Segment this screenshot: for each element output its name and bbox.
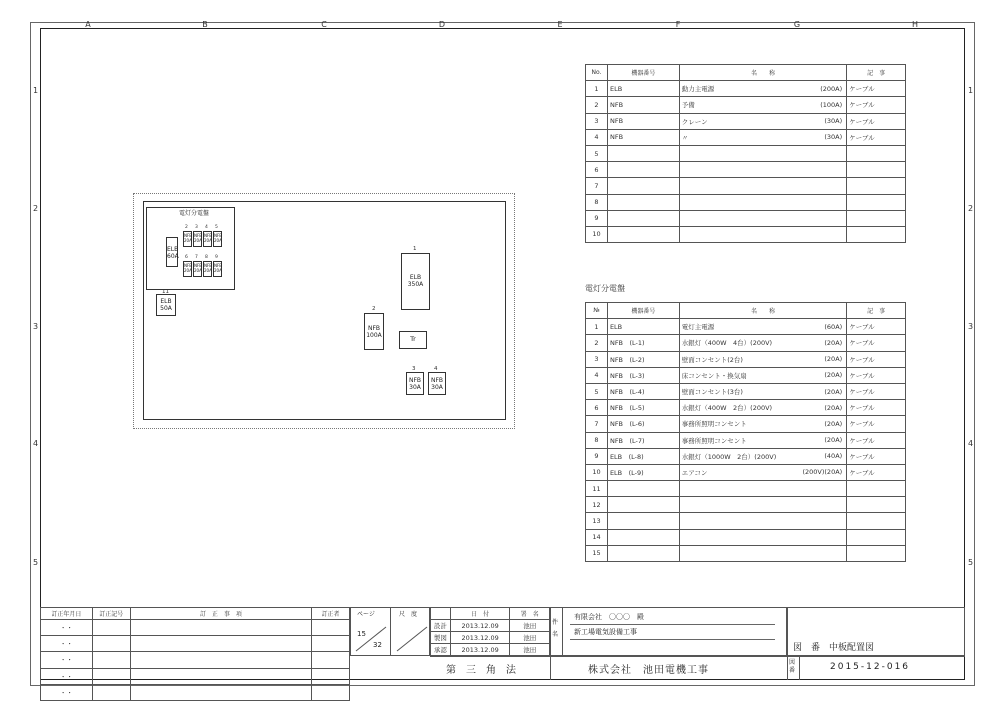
row-note [847, 481, 906, 497]
main-breaker-no: 1 [413, 246, 417, 252]
inner-breaker-no: 3 [195, 225, 198, 230]
nfb-3-label: NFB [408, 377, 422, 384]
inner-main-label: ELB [167, 246, 179, 253]
nfb-3-no: 3 [412, 366, 416, 372]
lighting-panel-table [585, 302, 906, 562]
row-label-right: 3 [968, 322, 974, 331]
row-note [847, 545, 906, 561]
revision-row: ・・ [41, 636, 350, 652]
drawing-title: 図 番 中板配置図 [793, 643, 875, 653]
row-code [607, 497, 679, 513]
row-capacity: (20A) [789, 335, 847, 351]
drawing-number: 2015-12-016 [830, 662, 911, 672]
table2-row [586, 481, 906, 497]
column-label: A [85, 20, 91, 29]
rev-header-date: 訂正年月日 [41, 608, 93, 620]
inner-breaker [213, 261, 222, 277]
table2-row [586, 448, 906, 464]
rev-header-by: 訂正者 [312, 608, 350, 620]
row-capacity [789, 178, 847, 194]
row-note: ケーブル [847, 319, 906, 335]
table2-row [586, 335, 906, 351]
row-no: 7 [586, 416, 608, 432]
row-no: 12 [586, 497, 608, 513]
inner-breaker-rating: 20A [194, 238, 202, 243]
row-name [679, 194, 789, 210]
power-equipment-table [585, 64, 906, 243]
row-name [679, 529, 789, 545]
inner-breaker-rating: 20A [214, 268, 222, 273]
inner-breaker [193, 231, 202, 247]
table1-row [586, 194, 906, 210]
row-capacity: (30A) [789, 113, 847, 129]
row-capacity: (40A) [789, 448, 847, 464]
row-note [847, 145, 906, 161]
table1-header-row [586, 65, 906, 81]
row-no: 10 [586, 226, 608, 242]
row-capacity [789, 545, 847, 561]
inner-breaker-label: NFB [204, 233, 213, 238]
table2-row [586, 432, 906, 448]
nfb-2-breaker [364, 313, 384, 350]
approval-row [431, 644, 550, 656]
row-code: NFB (L-3) [607, 367, 679, 383]
revision-row: ・・ [41, 684, 350, 700]
page-total: 32 [373, 641, 382, 649]
row-code: NFB (L-4) [607, 383, 679, 399]
row-code: ELB (L-9) [607, 464, 679, 480]
table1-row [586, 81, 906, 97]
projection-method: 第 三 角 法 [446, 665, 516, 676]
revision-row: ・・ [41, 620, 350, 636]
inner-breaker-no: 7 [195, 255, 198, 260]
approval-role: 製図 [431, 632, 451, 644]
table2-header-row [586, 303, 906, 319]
row-name [679, 162, 789, 178]
rev-header-mark: 訂正記号 [92, 608, 130, 620]
row-code [607, 513, 679, 529]
row-name [679, 513, 789, 529]
table1-row [586, 178, 906, 194]
row-label-left: 5 [33, 558, 39, 567]
inner-breaker [193, 261, 202, 277]
inner-breaker-rating: 20A [184, 268, 192, 273]
row-name: クレーン [679, 113, 789, 129]
row-capacity [789, 194, 847, 210]
row-capacity [789, 210, 847, 226]
row-capacity [789, 513, 847, 529]
row-name: 水銀灯（400W 4台）(200V) [679, 335, 789, 351]
row-no: 9 [586, 210, 608, 226]
row-note: ケーブル [847, 432, 906, 448]
row-no: 3 [586, 113, 608, 129]
revision-table [40, 607, 350, 701]
inner-breaker-label: NFB [184, 263, 193, 268]
row-label-left: 3 [33, 322, 39, 331]
row-code [607, 210, 679, 226]
table2-title: 電灯分電盤 [585, 284, 625, 293]
row-name: 動力主電源 [679, 81, 789, 97]
row-name [679, 481, 789, 497]
inner-breaker-no: 5 [215, 225, 218, 230]
row-note [847, 513, 906, 529]
approval-name: 池田 [510, 632, 550, 644]
row-name [679, 210, 789, 226]
row-no: 9 [586, 448, 608, 464]
table1-row [586, 162, 906, 178]
project-underline [570, 639, 775, 640]
row-code: NFB [607, 113, 679, 129]
table1-row [586, 113, 906, 129]
row-name [679, 178, 789, 194]
row-note [847, 226, 906, 242]
nfb-4-rating: 30A [431, 384, 443, 391]
row-capacity: (200A) [789, 81, 847, 97]
approval-name: 池田 [510, 620, 550, 632]
inner-breaker-no: 4 [205, 225, 208, 230]
row-name [679, 497, 789, 513]
row-name: 水銀灯（1000W 2台）(200V) [679, 448, 789, 464]
inner-breaker-rating: 20A [204, 238, 212, 243]
table1-row [586, 97, 906, 113]
approval-role: 設計 [431, 620, 451, 632]
row-name: 事務所照明コンセント [679, 416, 789, 432]
table2-row [586, 351, 906, 367]
table2-row [586, 513, 906, 529]
nfb-3-rating: 30A [409, 384, 421, 391]
row-code: ELB [607, 81, 679, 97]
inner-breaker-label: NFB [214, 263, 223, 268]
row-code: NFB [607, 97, 679, 113]
inner-breaker-no: 2 [185, 225, 188, 230]
table1-row [586, 145, 906, 161]
elb-small-breaker [156, 294, 176, 316]
row-label-left: 1 [33, 86, 39, 95]
row-code: ELB [607, 319, 679, 335]
sign-label: 署 名 [510, 608, 550, 620]
drawing-no-label: 図番 [789, 659, 796, 674]
table2-row [586, 545, 906, 561]
row-no: 5 [586, 383, 608, 399]
row-note [847, 162, 906, 178]
table2-row [586, 319, 906, 335]
row-code [607, 162, 679, 178]
row-note: ケーブル [847, 416, 906, 432]
table2-row [586, 416, 906, 432]
row-capacity: (20A) [789, 351, 847, 367]
elb-small-rating: 50A [160, 305, 172, 312]
date-label: 日 付 [450, 608, 510, 620]
row-code [607, 481, 679, 497]
table2-row [586, 367, 906, 383]
approval-header-row [431, 608, 550, 620]
table1-header-no: No. [586, 65, 608, 81]
company-name: 株式会社 池田電機工事 [588, 665, 709, 676]
scale-label: 尺 度 [399, 611, 418, 618]
row-no: 8 [586, 194, 608, 210]
row-code: NFB (L-7) [607, 432, 679, 448]
row-no: 2 [586, 97, 608, 113]
row-label-right: 4 [968, 439, 974, 448]
lighting-subpanel-title: 電灯分電盤 [179, 210, 210, 217]
nfb-3-breaker [406, 372, 424, 395]
row-note [847, 210, 906, 226]
row-no: 11 [586, 481, 608, 497]
bottom-divider-3 [799, 656, 800, 680]
inner-breaker [203, 231, 212, 247]
row-label-left: 4 [33, 439, 39, 448]
row-capacity [789, 497, 847, 513]
inner-breaker-label: NFB [194, 233, 203, 238]
column-label: C [321, 20, 327, 29]
approval-row [431, 632, 550, 644]
row-no: 7 [586, 178, 608, 194]
row-no: 6 [586, 400, 608, 416]
row-no: 10 [586, 464, 608, 480]
approval-name: 池田 [510, 644, 550, 656]
row-no: 1 [586, 319, 608, 335]
row-capacity [789, 226, 847, 242]
revision-row: ・・ [41, 668, 350, 684]
row-name [679, 226, 789, 242]
inner-breaker-no: 6 [185, 255, 188, 260]
row-capacity: (60A) [789, 319, 847, 335]
row-no: 4 [586, 129, 608, 145]
row-no: 5 [586, 145, 608, 161]
approval-role: 承認 [431, 644, 451, 656]
table2-row [586, 400, 906, 416]
row-note [847, 194, 906, 210]
row-code: NFB [607, 129, 679, 145]
client-name: 有限会社 〇〇〇 殿 [574, 613, 644, 621]
row-capacity: (20A) [789, 400, 847, 416]
row-name: 予備 [679, 97, 789, 113]
row-note: ケーブル [847, 464, 906, 480]
table1-header-note: 記 事 [847, 65, 906, 81]
nfb-4-label: NFB [430, 377, 444, 384]
approval-date: 2013.12.09 [450, 632, 510, 644]
approval-row [431, 620, 550, 632]
row-no: 2 [586, 335, 608, 351]
row-name: 水銀灯（400W 2台）(200V) [679, 400, 789, 416]
inner-breaker [183, 231, 192, 247]
inner-breaker-label: NFB [184, 233, 193, 238]
row-name: 壁面コンセント(3台) [679, 383, 789, 399]
bottom-divider-1 [550, 656, 551, 680]
row-name: 壁面コンセント(2台) [679, 351, 789, 367]
inner-breaker [183, 261, 192, 277]
row-note: ケーブル [847, 113, 906, 129]
inner-breaker [203, 261, 212, 277]
table2-header-code: 機器番号 [607, 303, 679, 319]
transformer-label: Tr [410, 335, 416, 343]
row-code [607, 194, 679, 210]
row-code [607, 145, 679, 161]
row-code [607, 545, 679, 561]
row-note [847, 178, 906, 194]
column-label: B [202, 20, 208, 29]
row-capacity: (20A) [789, 383, 847, 399]
table1-row [586, 226, 906, 242]
inner-breaker-rating: 20A [204, 268, 212, 273]
table2-header-name: 名 称 [679, 303, 846, 319]
revision-header-row [41, 608, 350, 620]
row-capacity [789, 145, 847, 161]
column-label: G [793, 20, 801, 29]
bottom-divider-2 [787, 656, 788, 680]
row-note: ケーブル [847, 97, 906, 113]
row-capacity: (20A) [789, 367, 847, 383]
approval-date: 2013.12.09 [450, 620, 510, 632]
row-note: ケーブル [847, 351, 906, 367]
inner-main-breaker [166, 237, 178, 267]
revision-row: ・・ [41, 652, 350, 668]
row-no: 6 [586, 162, 608, 178]
row-capacity: (20A) [789, 432, 847, 448]
row-name: 事務所照明コンセント [679, 432, 789, 448]
row-name: エアコン [679, 464, 789, 480]
table2-row [586, 383, 906, 399]
row-no: 1 [586, 81, 608, 97]
row-label-right: 2 [968, 204, 974, 213]
row-no: 4 [586, 367, 608, 383]
transformer [399, 331, 427, 349]
approval-date: 2013.12.09 [450, 644, 510, 656]
row-code: NFB (L-2) [607, 351, 679, 367]
row-note: ケーブル [847, 367, 906, 383]
row-note: ケーブル [847, 81, 906, 97]
table2-header-note: 記 事 [847, 303, 906, 319]
lighting-subpanel [146, 207, 235, 290]
row-capacity: (20A) [789, 416, 847, 432]
row-name [679, 545, 789, 561]
client-underline [570, 624, 775, 625]
page-slash [350, 607, 430, 656]
main-breaker-rating: 350A [407, 281, 424, 288]
nfb-2-no: 2 [372, 306, 376, 312]
table2-header-no: № [586, 303, 608, 319]
row-note: ケーブル [847, 383, 906, 399]
inner-breaker-rating: 20A [214, 238, 222, 243]
row-capacity: (30A) [789, 129, 847, 145]
approval-table [430, 607, 550, 656]
row-name [679, 145, 789, 161]
page-label: ページ [357, 611, 375, 618]
row-code [607, 226, 679, 242]
project-label: 件名 [552, 619, 559, 638]
row-code: ELB (L-8) [607, 448, 679, 464]
row-name: 電灯主電源 [679, 319, 789, 335]
nfb-4-no: 4 [434, 366, 438, 372]
row-no: 8 [586, 432, 608, 448]
table2-row [586, 529, 906, 545]
page-number: 15 [357, 630, 366, 638]
row-capacity: (200V)(20A) [789, 464, 847, 480]
inner-breaker-no: 9 [215, 255, 218, 260]
table2-row [586, 464, 906, 480]
row-note [847, 497, 906, 513]
row-code [607, 529, 679, 545]
table2-row [586, 497, 906, 513]
inner-breaker [213, 231, 222, 247]
table1-row [586, 129, 906, 145]
row-note: ケーブル [847, 400, 906, 416]
row-code: NFB (L-6) [607, 416, 679, 432]
inner-breaker-no: 8 [205, 255, 208, 260]
row-capacity [789, 481, 847, 497]
elb-small-label: ELB [160, 298, 172, 305]
row-note: ケーブル [847, 448, 906, 464]
row-name: 床コンセント・換気扇 [679, 367, 789, 383]
column-label: F [675, 20, 681, 29]
row-label-left: 2 [33, 204, 39, 213]
row-capacity [789, 162, 847, 178]
inner-breaker-rating: 20A [184, 238, 192, 243]
row-note: ケーブル [847, 335, 906, 351]
row-no: 15 [586, 545, 608, 561]
row-code [607, 178, 679, 194]
nfb-2-label: NFB [367, 325, 381, 332]
nfb-2-rating: 100A [366, 332, 382, 339]
row-label-right: 1 [968, 86, 974, 95]
inner-breaker-rating: 20A [194, 268, 202, 273]
row-note [847, 529, 906, 545]
elb-small-no: 11 [162, 289, 169, 295]
inner-main-rating: 60A [167, 253, 179, 260]
project-label-divider [562, 607, 563, 656]
nfb-4-breaker [428, 372, 446, 395]
column-label: H [911, 20, 918, 29]
inner-breaker-label: NFB [204, 263, 213, 268]
row-no: 14 [586, 529, 608, 545]
row-capacity: (100A) [789, 97, 847, 113]
rev-header-item: 訂 正 事 項 [130, 608, 311, 620]
row-no: 3 [586, 351, 608, 367]
inner-breaker-label: NFB [214, 233, 223, 238]
main-breaker-label: ELB [409, 274, 422, 281]
row-note: ケーブル [847, 129, 906, 145]
row-name: 〃 [679, 129, 789, 145]
main-breaker [401, 253, 430, 310]
column-label: E [557, 20, 563, 29]
row-code: NFB (L-5) [607, 400, 679, 416]
table1-header-code: 機器番号 [607, 65, 679, 81]
row-label-right: 5 [968, 558, 974, 567]
row-code: NFB (L-1) [607, 335, 679, 351]
row-capacity [789, 529, 847, 545]
row-no: 13 [586, 513, 608, 529]
column-label: D [438, 20, 446, 29]
table1-header-name: 名 称 [679, 65, 846, 81]
inner-breaker-label: NFB [194, 263, 203, 268]
project-name: 新工場電気設備工事 [574, 628, 637, 636]
table1-row [586, 210, 906, 226]
